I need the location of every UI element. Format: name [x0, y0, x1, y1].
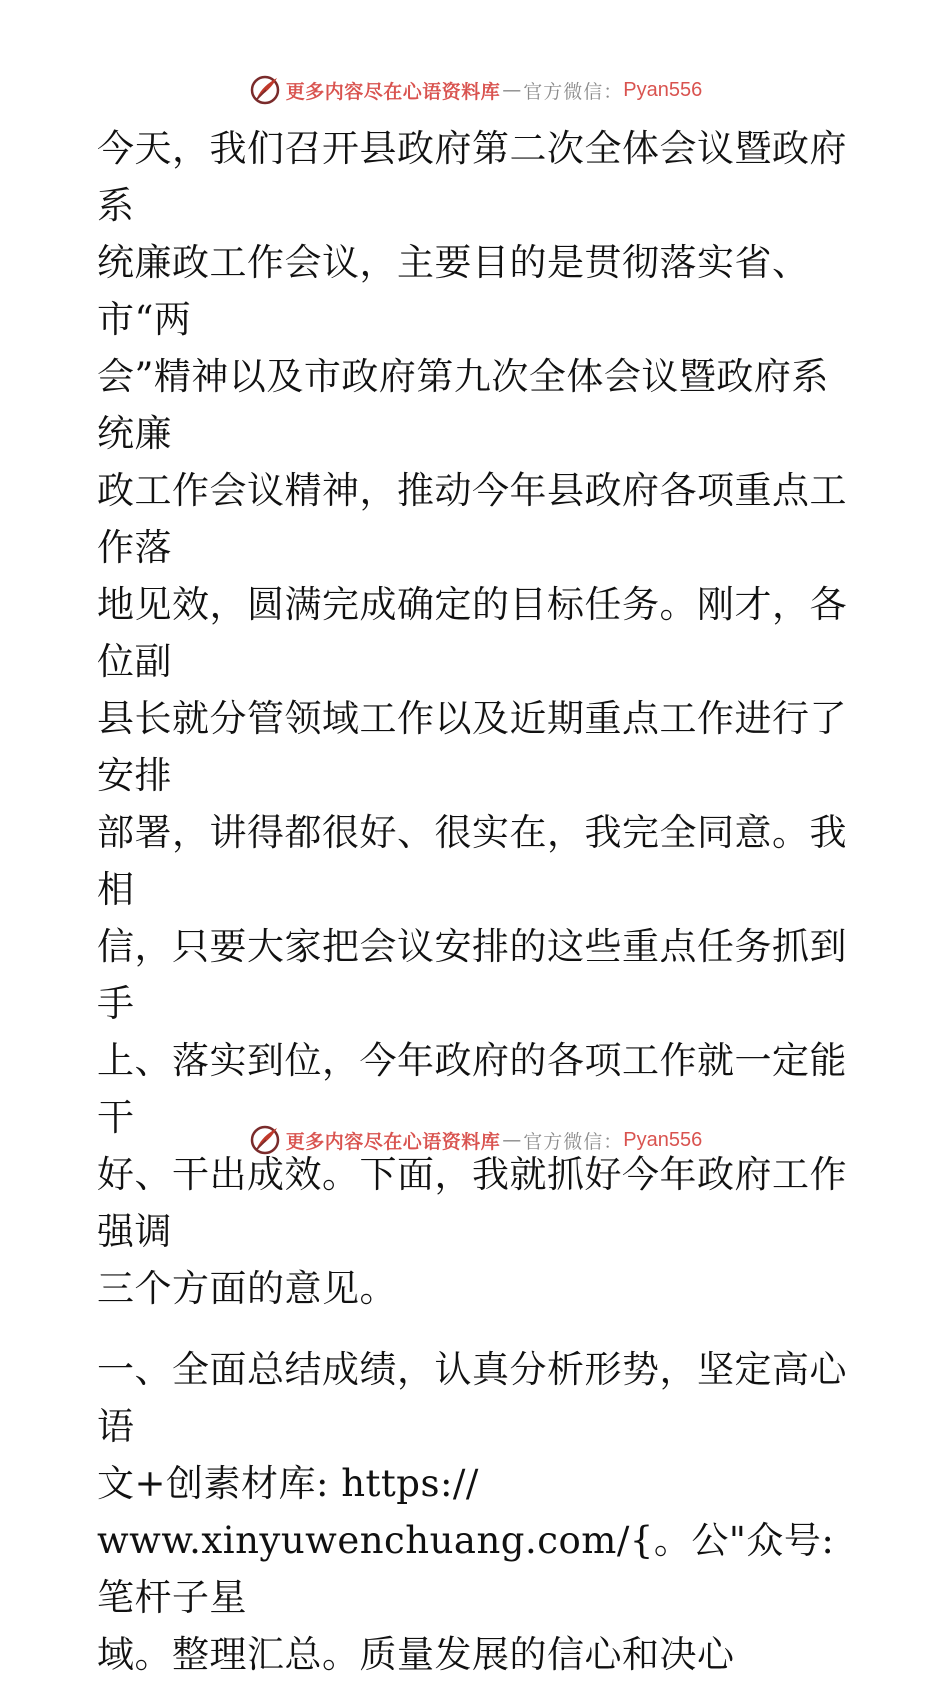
document-body: [97, 120, 857, 1683]
banner-separator: —: [502, 1129, 522, 1151]
banner-account-id: Pyan556: [623, 1128, 703, 1151]
banner-sub-text: 官方微信：: [523, 80, 624, 103]
body-paragraph-intro: 今天，我们召开县政府第二次全体会议暨政府系 统廉政工作会议，主要目的是贯彻落实省、市“两 会”精神以及市政府第九次全体会议暨政府系统廉 政工作会议精神，推动今年县政府各项重点工作落 地见效，圆满完成确定的目标任务。刚才，各位副 县长就分管领域工作以及近期重点工作进行了安排 部署，讲得都很好、很实在，我完全同意。我相 信，只要大家把会议安排的这些重点任务抓到手 上、落实到位，今年政府的各项工作就一定能干 好、干出成效。下面，我就抓好今年政府工作强调 三个方面的意见。: [97, 127, 847, 1310]
body-paragraph-section-one: 一、全面总结成绩，认真分析形势，坚定高心语 文+创素材库: https:// www.xinyuwenchuang.com/{。公"众号: 笔杆子星 域。整理汇总。质量发展的信心和决心: [97, 1348, 847, 1676]
feather-logo-icon: [248, 1123, 282, 1157]
banner-separator: —: [502, 79, 522, 101]
banner-main-text: 更多内容尽在心语资料库: [285, 80, 501, 103]
banner-main-text: 更多内容尽在心语资料库: [285, 1130, 501, 1153]
banner-sub-text: 官方微信：: [523, 1130, 624, 1153]
header-banner: [0, 70, 950, 110]
feather-logo-icon: [248, 73, 282, 107]
footer-banner: [0, 1120, 950, 1160]
banner-account-id: Pyan556: [623, 78, 703, 101]
